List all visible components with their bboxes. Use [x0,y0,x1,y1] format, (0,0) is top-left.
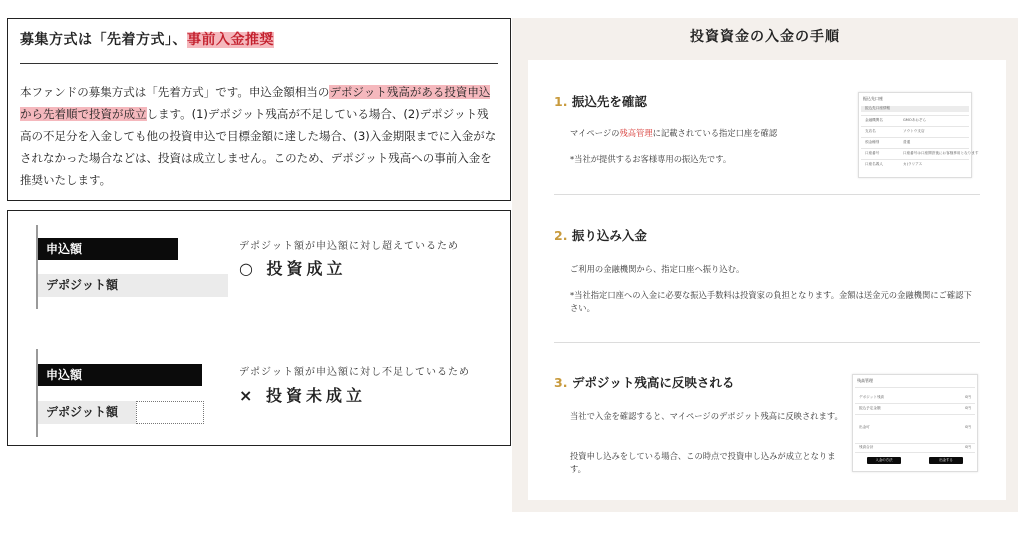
mini1-title: 振込先口座 [863,96,883,101]
step3-title [554,373,734,391]
apply-label: 申込額 [46,242,83,256]
mini2-title: 残高管理 [857,378,873,383]
case-ng-apply-bar [38,364,202,386]
case-ng-result: × 投資未成立 [239,386,366,405]
mini1-row-line [861,159,969,160]
step1-note: *当社が提供するお客様専用の振込先です。 [570,154,732,164]
mini2-row-label: 残高合計 [859,445,874,449]
mini2-row-value: 0円 [965,425,971,429]
title-text: 募集方式は「先着方式」、 [20,32,187,48]
mini1-header-text: 振込先口座情報 [865,106,891,110]
mini2-row-line [855,452,975,453]
mini2-row-label: 出金可 [859,425,870,429]
mini1-row-label: 金融機関名 [865,118,883,122]
mini1-row-line [861,115,969,116]
step1-title [554,92,647,110]
procedure-heading: 投資資金の入金の手順 [690,29,840,45]
step2-note: *当社指定口座への入金に必要な振込手数料は投資家の負担となります。金額は送金元の金融機関にご確認下さい。 [570,290,972,313]
balance-management-link: 残高管理 [619,128,653,138]
step1-text [570,127,840,140]
mini2-row-label: 振込予定金額 [859,406,881,410]
recruitment-method-panel [7,18,511,201]
bank-account-screenshot [858,92,979,178]
mini1-row-label: 預金種別 [865,140,880,144]
step1-title-text: 振込先を確認 [571,94,647,109]
title-highlight: 事前入金推奨 [187,32,274,48]
body-text-part2: します。(1)デポジット残高が不足している場合、(2)デポジット残高の不足分を入金しても他の投資申込で目標金額に達した場合、(3)入金期限までに入金がなされなかった場合などは、投資は成立しません。このため、デポジット残高への事前入金を推奨いたします。 [20,107,497,187]
mini1-row-label: 口座番号 [865,151,880,155]
step3-title-text: デポジット残高に反映される [571,375,735,390]
case-ok-result: ○ 投資成立 [239,259,347,278]
mini2-row-line [855,414,975,415]
mini1-row-label: 口座名義人 [865,162,883,166]
step3-text: 当社で入金を確認すると、マイページのデポジット残高に反映されます。 [570,411,843,421]
body-text-highlight: デポジット残高がある投資申込から先着順で投資が成立 [20,85,491,121]
mini1-row-line [861,148,969,149]
step2-number: 2. [554,228,568,243]
mini2-row-value: 0円 [965,406,971,410]
panel-body-text [20,81,500,191]
mini1-row-value: ソウトウ支店 [903,129,925,133]
case-ng-deposit-bar [38,401,136,424]
body-text-part1: 本ファンドの募集方式は「先着方式」です。申込金額相当の [20,85,330,99]
mini1-row-value: GMOあおぞら [903,118,927,122]
case-ng-note: デポジット額が申込額に対し不足しているため [239,367,470,378]
mini2-row-value: 0円 [965,445,971,449]
withdraw-button[interactable]: 出金する [929,457,963,464]
step2-title-text: 振り込み入金 [571,228,647,243]
mini2-row-line [855,443,975,444]
case-ok-apply-bar [38,238,178,260]
step3-note: 投資申し込みをしている場合、この時点で投資申し込みが成立となります。 [570,451,836,474]
step3-number: 3. [554,375,568,390]
panel-title [20,29,274,49]
apply-label: 申込額 [46,368,83,382]
step2-text: ご利用の金融機関から、指定口座へ振り込む。 [570,264,745,274]
step2-title [554,226,647,244]
mini2-row-label: デポジット残高 [859,395,885,399]
mini2-row-value: 0円 [965,395,971,399]
step-divider [554,194,980,195]
step1-text-b: に記載されている指定口座を確認 [652,128,778,138]
mini1-row-label: 支店名 [865,129,876,133]
mini1-row-line [861,126,969,127]
mini1-row-value: カ)ラリアス [903,162,923,166]
balance-management-screenshot [852,374,978,472]
mini1-row-value: 口座番号は口座開設後にお客様専用となります [903,151,979,155]
title-divider [20,63,498,64]
procedure-card [528,60,1006,500]
deposit-procedure-panel [512,18,1018,512]
deposit-method-button[interactable]: 入金の方法 [867,457,901,464]
step1-text-a: マイページの [570,128,620,138]
case-ok-note: デポジット額が申込額に対し超えているため [239,241,459,252]
step-divider [554,342,980,343]
case-ok-deposit-bar [38,274,228,297]
deposit-label: デポジット額 [46,405,119,419]
mini2-row-line [855,403,975,404]
mini1-row-value: 普通 [903,140,911,144]
deposit-label: デポジット額 [46,278,119,292]
deposit-shortfall-box [136,401,204,424]
deposit-comparison-panel [7,210,511,446]
mini2-row-line [855,387,975,388]
step1-number: 1. [554,94,568,109]
mini1-row-line [861,137,969,138]
